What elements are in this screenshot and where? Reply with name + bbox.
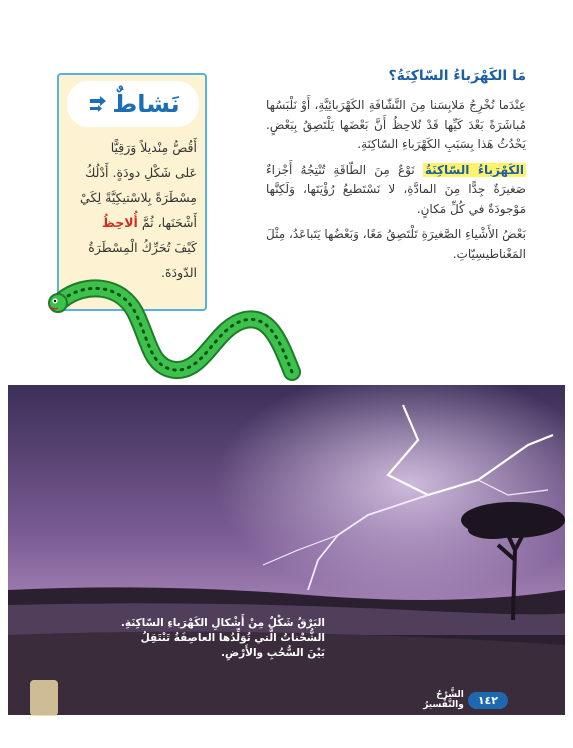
page-number: ١٤٢ (468, 692, 508, 709)
publisher-logo-icon (30, 680, 58, 716)
activity-text (67, 135, 197, 285)
activity-line: عَلى شَكْلِ دودَةٍ. أَدْلُكُ (85, 165, 197, 180)
activity-line (67, 210, 197, 235)
activity-line: مِسْطَرَةً بِلاسْتيكِيَّةً لِكَيْ (80, 190, 197, 205)
activity-title-badge (67, 81, 199, 127)
arrows-icon (86, 93, 108, 115)
activity-line-part: أَشْحَنَها، ثُمَّ (141, 215, 197, 230)
paragraph-1: عِنْدَما نُخْرِجُ مَلابِسَنا مِنَ النَّشّافَةِ الكَهْرَبائِيَّةِ، أَوْ نَلْبَسُها مُباشَرَةً بَعْدَ كَيِّها قَدْ نُلاحِظُ أَنَّ بَعْضَها يَلْتَصِقُ بِبَعْضٍ. يَحْدُثُ هَذا بِسَبَبِ الكَهْرَباءِ السّاكِنَةِ. (266, 98, 526, 151)
photo-caption (95, 616, 325, 661)
book-section-name: الشَّرْحُ والتَّفْسيرُ (423, 690, 464, 710)
body-text (266, 96, 526, 270)
page-tag (408, 690, 508, 710)
paragraph-2-text: نَوْعٌ مِنَ الطّاقَةِ تُنْتِجُهُ أَجْزاءٌ صَغيرَةٌ جِدًّا مِنَ المادَّةِ، لا نَسْتَطيعُ رُؤْيَتَها، وَلَكِنَّها مَوْجودَةٌ في كُلِّ مَكانٍ. (266, 162, 526, 216)
activity-line: الدّودَةَ. (161, 265, 197, 280)
activity-title: نَشاطٌ (112, 90, 180, 118)
activity-line: كَيْفَ تُحَرِّكُ الْمِسْطَرَةُ (88, 240, 197, 255)
caption-line: الشُّحْناتُ الَّتي تُوَلِّدُها العاصِفَةُ تَنْتَقِلُ (140, 632, 325, 644)
paragraph-3: بَعْضُ الأَشْياءِ الصَّغيرَةِ تَلْتَصِقُ مَعًا، وَبَعْضُها يَتَباعَدُ، مِثْلَ المَغْناطيسِيّاتِ. (266, 227, 526, 261)
caption-line: بَيْنَ السُّحُبِ والأَرْضِ. (220, 647, 325, 659)
snake-illustration (40, 272, 305, 382)
lightning-photo (8, 385, 565, 715)
activity-line: أَقُصُّ مِنْديلاً وَرَقِيًّا (110, 140, 197, 155)
paragraph-2 (266, 161, 526, 220)
caption-line: البَرْقُ شَكْلٌ مِنْ أَشْكالِ الكَهْرَباءِ السّاكِنَةِ. (120, 617, 325, 629)
activity-keyword: أُلاحِظُ (101, 215, 138, 230)
section-heading: مَا الكَهْرَباءُ السّاكِنَةُ؟ (388, 68, 526, 84)
highlighted-term: الكَهْرَباءُ السّاكِنَةُ (424, 162, 524, 177)
